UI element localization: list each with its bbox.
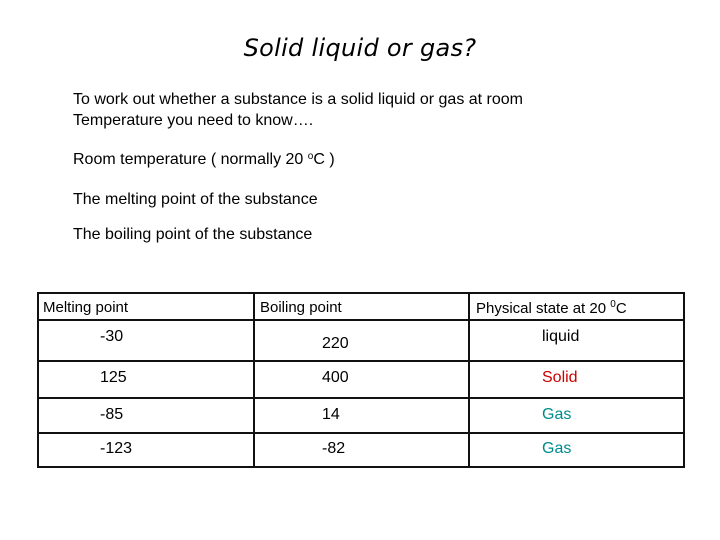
room-temp-suffix: C ) xyxy=(313,151,335,168)
boiling-point-line: The boiling point of the substance xyxy=(73,226,313,243)
header-melting-point: Melting point xyxy=(43,299,129,316)
header-physical-state xyxy=(476,299,627,317)
header-state-suffix: C xyxy=(615,300,627,317)
boiling-value: 400 xyxy=(322,369,349,386)
boiling-value: 14 xyxy=(322,406,340,423)
row-divider xyxy=(39,397,683,399)
row-divider xyxy=(39,360,683,362)
boiling-value: -82 xyxy=(322,440,346,457)
intro-line-2: Temperature you need to know…. xyxy=(73,112,314,129)
header-state-degree: 0 xyxy=(610,299,616,310)
state-value: Gas xyxy=(542,406,572,423)
room-temperature-line xyxy=(73,151,335,169)
room-temp-degree: o xyxy=(307,151,314,162)
melting-value: 125 xyxy=(100,369,127,386)
melting-point-line: The melting point of the substance xyxy=(73,191,318,208)
row-divider xyxy=(39,432,683,434)
melting-value: -30 xyxy=(100,328,124,345)
melting-value: -123 xyxy=(100,440,133,457)
state-value: Gas xyxy=(542,440,572,457)
state-value: Solid xyxy=(542,369,578,386)
header-boiling-point: Boiling point xyxy=(260,299,342,316)
intro-text xyxy=(73,89,673,131)
melting-value: -85 xyxy=(100,406,124,423)
intro-line-1: To work out whether a substance is a solid liquid or gas at room xyxy=(73,91,524,108)
header-state-prefix: Physical state at 20 xyxy=(476,300,611,317)
room-temp-prefix: Room temperature ( normally 20 xyxy=(73,151,308,168)
page-title: Solid liquid or gas? xyxy=(243,34,477,62)
boiling-value: 220 xyxy=(322,335,349,352)
state-value: liquid xyxy=(542,328,580,345)
state-table xyxy=(37,292,685,468)
header-divider xyxy=(39,319,683,321)
